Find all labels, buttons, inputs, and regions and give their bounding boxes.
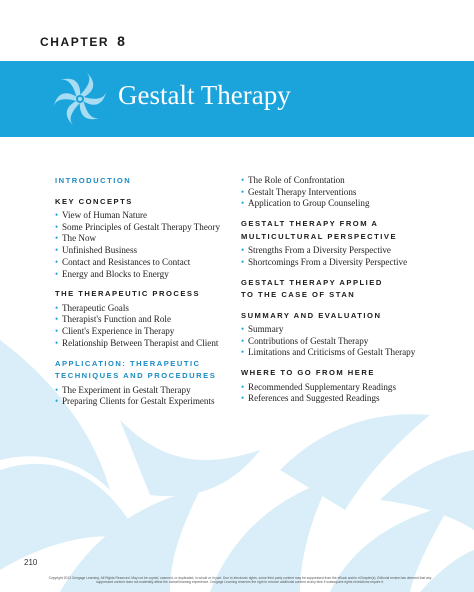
heading-multicultural-line2: MULTICULTURAL PERSPECTIVE <box>241 231 398 241</box>
heading-introduction: INTRODUCTION <box>55 176 132 185</box>
heading-therapeutic-process: THE THERAPEUTIC PROCESS <box>55 289 201 299</box>
application-continued-list <box>241 175 441 210</box>
chapter-number: 8 <box>117 33 125 49</box>
heading-case-of-stan <box>241 277 441 302</box>
list-item: • Unfinished Business <box>55 245 235 257</box>
contents-right-column <box>241 175 441 405</box>
list-item: • Summary <box>241 324 441 336</box>
heading-stan-line2: TO THE CASE OF STAN <box>241 290 356 300</box>
list-item: • The Now <box>55 233 235 245</box>
list-item: • Energy and Blocks to Energy <box>55 269 235 281</box>
contents-left-column <box>55 175 235 408</box>
list-item: • Preparing Clients for Gestalt Experiments <box>55 396 235 408</box>
heading-key-concepts: KEY CONCEPTS <box>55 196 133 206</box>
chapter-title: Gestalt Therapy <box>118 80 291 110</box>
list-item: • Contact and Resistances to Contact <box>55 257 235 269</box>
heading-where-to-go: WHERE TO GO FROM HERE <box>241 368 375 378</box>
list-item: • Strengths From a Diversity Perspective <box>241 245 441 257</box>
where-to-go-list <box>241 382 441 405</box>
chapter-label <box>40 33 125 49</box>
title-banner <box>0 61 474 137</box>
heading-application <box>55 358 235 383</box>
heading-stan-line1: GESTALT THERAPY APPLIED <box>241 277 383 287</box>
list-item: • Relationship Between Therapist and Client <box>55 338 235 350</box>
list-item: • Application to Group Counseling <box>241 198 441 210</box>
list-item: • Therapeutic Goals <box>55 303 235 315</box>
list-item: • Some Principles of Gestalt Therapy Theory <box>55 222 235 234</box>
key-concepts-list <box>55 210 235 280</box>
heading-summary: SUMMARY AND EVALUATION <box>241 310 382 320</box>
heading-application-line2: TECHNIQUES AND PROCEDURES <box>55 371 217 381</box>
summary-list <box>241 324 441 359</box>
application-list <box>55 385 235 408</box>
list-item: • Shortcomings From a Diversity Perspective <box>241 257 441 269</box>
list-item: • Gestalt Therapy Interventions <box>241 187 441 199</box>
list-item: • View of Human Nature <box>55 210 235 222</box>
list-item: • Limitations and Criticisms of Gestalt Therapy <box>241 347 441 359</box>
pinwheel-logo-icon <box>50 69 110 129</box>
heading-multicultural <box>241 218 441 243</box>
list-item: • The Role of Confrontation <box>241 175 441 187</box>
heading-application-line1: APPLICATION: THERAPEUTIC <box>55 358 201 368</box>
heading-multicultural-line1: GESTALT THERAPY FROM A <box>241 219 379 229</box>
list-item: • Recommended Supplementary Readings <box>241 382 441 394</box>
list-item: • Contributions of Gestalt Therapy <box>241 336 441 348</box>
page-number: 210 <box>24 558 38 567</box>
list-item: • Client's Experience in Therapy <box>55 326 235 338</box>
chapter-word: CHAPTER <box>40 35 110 49</box>
copyright-notice: Copyright 2013 Cengage Learning. All Rights Reserved. May not be copied, scanned, or duplicated, in whole or in part. Due to electronic rights, some third party content may be suppressed from the eBook and/or eChapter(s). Editorial review has deemed that any suppressed content does not materially affect the overall learning experience. Cengage Learning reserves the right to remove additional content at any time if subsequent rights restrictions require it. <box>48 576 432 584</box>
list-item: • The Experiment in Gestalt Therapy <box>55 385 235 397</box>
therapeutic-process-list <box>55 303 235 350</box>
list-item: • Therapist's Function and Role <box>55 314 235 326</box>
multicultural-list <box>241 245 441 268</box>
list-item: • References and Suggested Readings <box>241 393 441 405</box>
